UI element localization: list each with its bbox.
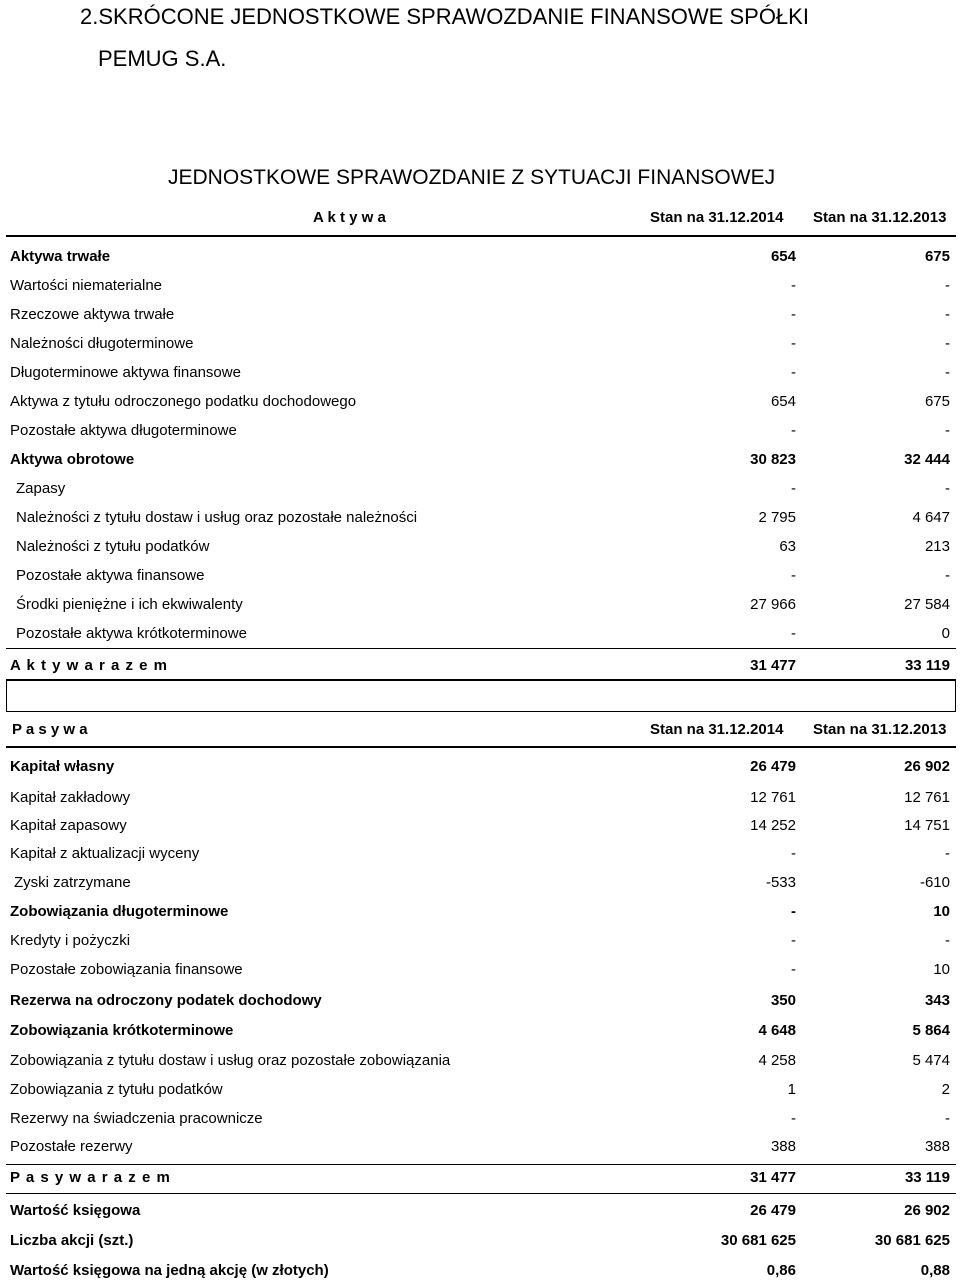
liabilities-row bbox=[10, 985, 950, 1013]
liabilities-bottom-rule bbox=[6, 1193, 956, 1194]
assets-row bbox=[10, 328, 950, 356]
assets-value-2013: - bbox=[945, 277, 950, 294]
assets-row-label: Należności z tytułu dostaw i usług oraz pozostałe należności bbox=[16, 509, 418, 526]
assets-row bbox=[10, 299, 950, 327]
liabilities-value-2014: - bbox=[791, 961, 796, 978]
assets-value-2014: 654 bbox=[770, 248, 796, 265]
table-border-right bbox=[955, 681, 956, 711]
assets-row bbox=[10, 357, 950, 385]
liabilities-value-2014: 0,86 bbox=[766, 1262, 796, 1279]
liabilities-row-label: Zobowiązania krótkoterminowe bbox=[10, 1022, 234, 1039]
assets-row bbox=[10, 270, 950, 298]
liabilities-col-2013: Stan na 31.12.2013 bbox=[813, 721, 947, 738]
liabilities-value-2014: 31 477 bbox=[750, 1169, 796, 1186]
liabilities-value-2013: 26 902 bbox=[904, 1202, 950, 1219]
assets-header-rule bbox=[6, 235, 956, 237]
assets-value-2014: 2 795 bbox=[758, 509, 796, 526]
assets-total-rule bbox=[6, 648, 956, 649]
company-name: PEMUG S.A. bbox=[98, 46, 227, 71]
assets-row bbox=[10, 473, 950, 501]
assets-value-2014: - bbox=[791, 335, 796, 352]
liabilities-value-2014: 4 258 bbox=[758, 1052, 796, 1069]
liabilities-row-label: Zyski zatrzymane bbox=[14, 874, 131, 891]
liabilities-row-label: Pozostałe zobowiązania finansowe bbox=[10, 961, 243, 978]
statement-title: JEDNOSTKOWE SPRAWOZDANIE Z SYTUACJI FINANSOWEJ bbox=[168, 166, 776, 189]
assets-row-label: Rzeczowe aktywa trwałe bbox=[10, 306, 175, 323]
liabilities-value-2013: - bbox=[945, 1110, 950, 1127]
assets-row bbox=[10, 444, 950, 472]
liabilities-total-rule bbox=[6, 1164, 956, 1165]
assets-row bbox=[10, 650, 950, 678]
assets-value-2014: 654 bbox=[770, 393, 796, 410]
liabilities-col-2014: Stan na 31.12.2014 bbox=[650, 721, 784, 738]
liabilities-value-2014: 30 681 625 bbox=[720, 1232, 796, 1249]
liabilities-row bbox=[10, 1162, 950, 1190]
liabilities-row bbox=[10, 838, 950, 866]
liabilities-row-label: Kapitał z aktualizacji wyceny bbox=[10, 845, 200, 862]
assets-row bbox=[10, 502, 950, 530]
assets-value-2013: 675 bbox=[924, 248, 950, 265]
assets-row bbox=[10, 531, 950, 559]
liabilities-row-label: P a s y w a r a z e m bbox=[10, 1169, 171, 1186]
report-title: 2.SKRÓCONE JEDNOSTKOWE SPRAWOZDANIE FINANSOWE SPÓŁKI bbox=[80, 4, 809, 29]
assets-header: A k t y w a bbox=[313, 209, 386, 226]
liabilities-value-2013: 10 bbox=[933, 903, 950, 920]
assets-value-2014: 30 823 bbox=[750, 451, 796, 468]
liabilities-row bbox=[10, 1045, 950, 1073]
liabilities-value-2013: 12 761 bbox=[904, 789, 950, 806]
assets-row-label: Wartości niematerialne bbox=[10, 277, 162, 294]
liabilities-value-2013: 2 bbox=[941, 1081, 950, 1098]
liabilities-row-label: Rezerwy na świadczenia pracownicze bbox=[10, 1110, 263, 1127]
liabilities-value-2014: 26 479 bbox=[750, 758, 796, 775]
liabilities-value-2014: 14 252 bbox=[750, 817, 796, 834]
assets-value-2013: - bbox=[945, 422, 950, 439]
assets-value-2013: - bbox=[945, 567, 950, 584]
assets-row-label: Aktywa obrotowe bbox=[10, 451, 135, 468]
assets-value-2014: 31 477 bbox=[750, 657, 796, 674]
liabilities-value-2013: 26 902 bbox=[904, 758, 950, 775]
assets-bottom-rule bbox=[6, 679, 956, 681]
liabilities-value-2014: 4 648 bbox=[758, 1022, 796, 1039]
liabilities-row bbox=[10, 751, 950, 779]
liabilities-value-2014: 388 bbox=[770, 1138, 796, 1155]
liabilities-row-label: Liczba akcji (szt.) bbox=[10, 1232, 134, 1249]
liabilities-row-label: Wartość księgowa bbox=[10, 1202, 141, 1219]
liabilities-value-2013: 5 474 bbox=[912, 1052, 950, 1069]
liabilities-header-rule bbox=[6, 746, 956, 748]
liabilities-row bbox=[10, 1074, 950, 1102]
liabilities-value-2013: 30 681 625 bbox=[874, 1232, 950, 1249]
liabilities-value-2013: - bbox=[945, 845, 950, 862]
assets-value-2014: 27 966 bbox=[750, 596, 796, 613]
assets-value-2013: 33 119 bbox=[904, 657, 950, 674]
assets-row-label: Zapasy bbox=[16, 480, 66, 497]
liabilities-row bbox=[10, 1103, 950, 1131]
table-border-left bbox=[6, 681, 7, 711]
liabilities-row-label: Zobowiązania z tytułu dostaw i usług oraz pozostałe zobowiązania bbox=[10, 1052, 451, 1069]
liabilities-row bbox=[10, 1255, 950, 1283]
liabilities-row-label: Kredyty i pożyczki bbox=[10, 932, 131, 949]
liabilities-value-2013: -610 bbox=[919, 874, 950, 891]
liabilities-value-2013: 0,88 bbox=[920, 1262, 950, 1279]
liabilities-row-label: Kapitał własny bbox=[10, 758, 115, 775]
liabilities-row bbox=[10, 1195, 950, 1223]
assets-value-2013: 0 bbox=[941, 625, 950, 642]
assets-row-label: Należności z tytułu podatków bbox=[16, 538, 210, 555]
assets-value-2013: 27 584 bbox=[904, 596, 950, 613]
assets-value-2014: 63 bbox=[779, 538, 796, 555]
assets-value-2013: - bbox=[945, 364, 950, 381]
assets-row-label: Pozostałe aktywa długoterminowe bbox=[10, 422, 237, 439]
liabilities-value-2014: 26 479 bbox=[750, 1202, 796, 1219]
liabilities-value-2014: - bbox=[791, 932, 796, 949]
assets-value-2014: - bbox=[791, 277, 796, 294]
assets-row bbox=[10, 560, 950, 588]
assets-row-label: A k t y w a r a z e m bbox=[10, 657, 168, 674]
assets-value-2013: 213 bbox=[924, 538, 950, 555]
liabilities-row bbox=[10, 1015, 950, 1043]
liabilities-value-2014: 12 761 bbox=[750, 789, 796, 806]
assets-row bbox=[10, 415, 950, 443]
liabilities-value-2014: 350 bbox=[770, 992, 796, 1009]
assets-col-2013: Stan na 31.12.2013 bbox=[813, 209, 947, 226]
liabilities-value-2013: 14 751 bbox=[904, 817, 950, 834]
assets-value-2013: 32 444 bbox=[904, 451, 950, 468]
liabilities-value-2014: - bbox=[791, 903, 796, 920]
liabilities-row bbox=[10, 810, 950, 838]
liabilities-value-2014: - bbox=[791, 845, 796, 862]
assets-value-2014: - bbox=[791, 422, 796, 439]
liabilities-top-rule bbox=[6, 711, 956, 712]
liabilities-value-2013: 10 bbox=[933, 961, 950, 978]
assets-value-2013: - bbox=[945, 306, 950, 323]
liabilities-row-label: Rezerwa na odroczony podatek dochodowy bbox=[10, 992, 322, 1009]
assets-value-2013: 675 bbox=[924, 393, 950, 410]
liabilities-row bbox=[10, 954, 950, 982]
liabilities-row bbox=[10, 925, 950, 953]
liabilities-value-2013: 388 bbox=[924, 1138, 950, 1155]
assets-value-2014: - bbox=[791, 306, 796, 323]
assets-row-label: Środki pieniężne i ich ekwiwalenty bbox=[16, 596, 243, 613]
liabilities-row-label: Kapitał zakładowy bbox=[10, 789, 131, 806]
liabilities-row bbox=[10, 867, 950, 895]
liabilities-value-2014: 1 bbox=[787, 1081, 796, 1098]
liabilities-value-2013: - bbox=[945, 932, 950, 949]
liabilities-value-2014: - bbox=[791, 1110, 796, 1127]
assets-col-2014: Stan na 31.12.2014 bbox=[650, 209, 784, 226]
liabilities-row-label: Kapitał zapasowy bbox=[10, 817, 127, 834]
assets-value-2014: - bbox=[791, 625, 796, 642]
liabilities-row-label: Zobowiązania długoterminowe bbox=[10, 903, 229, 920]
assets-row-label: Aktywa trwałe bbox=[10, 248, 111, 265]
liabilities-row bbox=[10, 1225, 950, 1253]
liabilities-header: P a s y w a bbox=[12, 721, 88, 738]
liabilities-value-2013: 33 119 bbox=[904, 1169, 950, 1186]
assets-row-label: Pozostałe aktywa krótkoterminowe bbox=[16, 625, 247, 642]
assets-row-label: Należności długoterminowe bbox=[10, 335, 194, 352]
liabilities-row-label: Wartość księgowa na jedną akcję (w złotych) bbox=[10, 1262, 329, 1279]
assets-value-2014: - bbox=[791, 480, 796, 497]
assets-row bbox=[10, 386, 950, 414]
liabilities-row bbox=[10, 1131, 950, 1159]
assets-value-2013: - bbox=[945, 480, 950, 497]
liabilities-value-2013: 5 864 bbox=[912, 1022, 950, 1039]
assets-row bbox=[10, 241, 950, 269]
assets-row bbox=[10, 618, 950, 646]
liabilities-row bbox=[10, 896, 950, 924]
liabilities-row-label: Zobowiązania z tytułu podatków bbox=[10, 1081, 223, 1098]
assets-row-label: Aktywa z tytułu odroczonego podatku dochodowego bbox=[10, 393, 357, 410]
liabilities-row-label: Pozostałe rezerwy bbox=[10, 1138, 133, 1155]
liabilities-value-2014: -533 bbox=[765, 874, 796, 891]
liabilities-row bbox=[10, 782, 950, 810]
assets-value-2013: - bbox=[945, 335, 950, 352]
liabilities-value-2013: 343 bbox=[924, 992, 950, 1009]
assets-value-2014: - bbox=[791, 567, 796, 584]
assets-row-label: Długoterminowe aktywa finansowe bbox=[10, 364, 241, 381]
assets-row-label: Pozostałe aktywa finansowe bbox=[16, 567, 205, 584]
assets-row bbox=[10, 589, 950, 617]
assets-value-2013: 4 647 bbox=[912, 509, 950, 526]
assets-value-2014: - bbox=[791, 364, 796, 381]
